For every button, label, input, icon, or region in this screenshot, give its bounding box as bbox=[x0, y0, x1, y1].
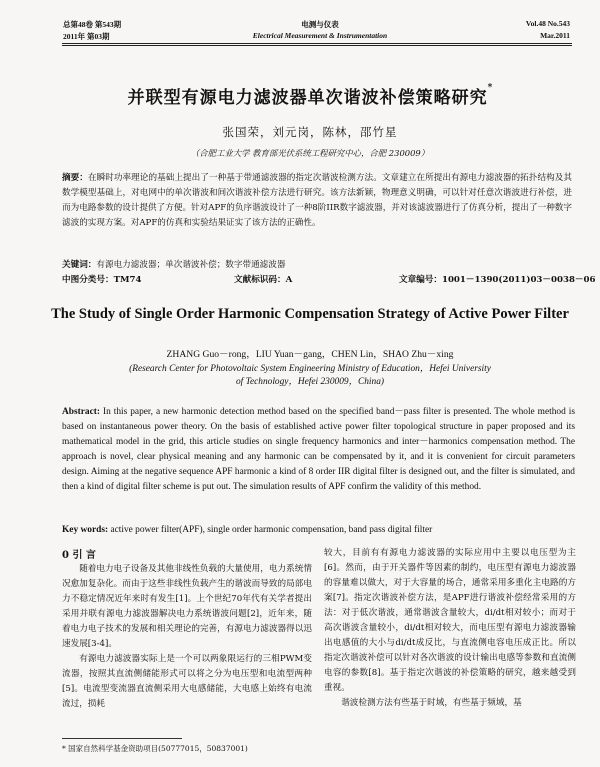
section-heading-introduction: 0 引 言 bbox=[62, 550, 96, 561]
document-code: 文献标识码：A bbox=[234, 275, 293, 285]
journal-name-cn: 电测与仪表 bbox=[301, 20, 339, 29]
paper-title-cn-text: 并联型有源电力滤波器单次谐波补偿策略研究 bbox=[127, 88, 488, 108]
abstract-cn-text: 在瞬时功率理论的基础上提出了一种基于带通滤波器的指定次谐波检测方法。文章建立在所提出有源电力滤波器的拓扑结构及其数学模型基础上，对电网中的单次谐波和间次谐波补偿方法进行研究。该方法新颖，物理意义明确，可以针对任意次谐波进行补偿，进而为电路参数的设计提供了方便。针对APF的负序谐波设计了一种8阶IIR数字滤波器，并对该滤波器进行了仿真分析，提出了一种数字滤波的实现方案。对APF的仿真和实验结果证实了该方法的正确性。 bbox=[62, 173, 572, 228]
left-column bbox=[62, 562, 312, 712]
paper-title-en: The Study of Single Order Harmonic Compensation Strategy of Active Power Filter bbox=[51, 306, 569, 322]
keywords-en-text: active power filter(APF), single order harmonic compensation, band pass digital filter bbox=[110, 525, 433, 535]
volume-number: Vol.48 No.543 bbox=[525, 19, 570, 28]
intro-paragraph-2: 有源电力滤波器实际上是一个可以两象限运行的三相PWM变流器，按照其直流侧储能形式可以将之分为电压型和电流型两种[5]。电流型变流器直流侧采用大电感储能，大电感上始终有电流流过，损耗 bbox=[62, 654, 312, 709]
affiliation-cn: （合肥工业大学 教育部光伏系统工程研究中心，合肥 230009） bbox=[190, 148, 430, 158]
title-footnote-mark: * bbox=[487, 83, 493, 93]
authors-cn: 张国荣，刘元岗，陈林，邵竹星 bbox=[222, 125, 398, 139]
journal-volume-info: 总第48卷 第543期 bbox=[63, 20, 122, 29]
intro-paragraph-3: 较大，目前有有源电力滤波器的实际应用中主要以电压型为主[6]。然而，由于开关器件等因素的制约，电压型有源电力滤波器的容量难以做大，对于大容量的场合，通常采用多重化主电路的方案[7]。指定次谐波补偿方法，是APF进行谐波补偿经常采用的方法：对于低次谐波，通常谐波含量较大，di/dt相对较小；而对于高次谐波含量较小，di/dt相对较大，而电压型有源电力滤波器输出电感值的大小与di/dt成反比，与直流侧电容电压成正比。所以指定次谐波补偿可以针对各次谐波的设计输出电感等参数和直流侧电容的参数[8]。基于指定次谐波的补偿策略的研究，越来越受到重视。 bbox=[324, 548, 576, 693]
intro-paragraph-4: 谐波检测方法有些基于时域，有些基于频域，基 bbox=[341, 698, 522, 708]
funding-footnote: * 国家自然科学基金资助项目(50777015，50837001) bbox=[62, 744, 248, 753]
intro-paragraph-1: 随着电力电子设备及其他非线性负载的大量使用，电力系统情况愈加复杂化。而由于这些非线性负载产生的谐波而导致的局部电力不稳定情况近年来时有发生[1]。上个世纪70年代有关学者提出采用并联有源电力滤波器解决电力系统谐波问题[2]，近年来，随着电力电子技术的发展和相关理论的完善，有源电力滤波器得以迅速发展[3-4]。 bbox=[62, 564, 312, 649]
header-rule bbox=[62, 43, 572, 44]
keywords-en-label: Key words: bbox=[62, 525, 109, 535]
keywords-cn-label: 关键词： bbox=[62, 260, 97, 270]
affiliation-en-line2: of Technology，Hefei 230009，China) bbox=[235, 377, 385, 387]
keywords-cn bbox=[62, 258, 572, 273]
abstract-cn bbox=[62, 171, 572, 231]
abstract-en-text: In this paper, a new harmonic detection method based on the specified band－pass filter is presented. The whole method is based on instantaneous power theory. On the basis of established active power filter topological structure in paper proposed and its mathematical model in the grid, this article studies on single frequency harmonics and inter－harmonics compensation method. The approach is novel, clear physical meaning and any harmonic can be compensated by it, and it is convenient for circuit parameters design. Aiming at the negative sequence APF harmonic a kind of 8 order IIR digital filter is designed out, and the filter is simulated, and then a kind of digital filter scheme is put out. The simulation results of APF confirm the validity of this method. bbox=[62, 407, 575, 492]
footnote-rule bbox=[62, 738, 182, 739]
abstract-cn-label: 摘要： bbox=[62, 173, 88, 183]
keywords-en bbox=[62, 523, 575, 538]
header-rule-secondary bbox=[62, 45, 572, 46]
clc-number: 中图分类号：TM74 bbox=[62, 275, 142, 285]
right-column bbox=[324, 546, 576, 711]
article-number: 文章编号：1001－1390(2011)03－0038－06 bbox=[399, 275, 596, 285]
keywords-cn-text: 有源电力滤波器；单次谐波补偿；数字带通滤波器 bbox=[96, 260, 286, 270]
abstract-en-label: Abstract: bbox=[62, 407, 101, 417]
journal-issue-info: 2011年 第03期 bbox=[63, 32, 110, 41]
issue-date: Mar.2011 bbox=[540, 31, 570, 40]
abstract-en bbox=[62, 405, 575, 495]
journal-name-en: Electrical Measurement & Instrumentation bbox=[252, 31, 388, 40]
authors-en: ZHANG Guo－rong，LIU Yuan－gang，CHEN Lin，SHAO Zhu－xing bbox=[166, 349, 454, 360]
paper-title-cn bbox=[40, 83, 580, 108]
affiliation-en-line1: (Research Center for Photovoltaic System Engineering Ministry of Education，Hefei University bbox=[129, 364, 491, 374]
